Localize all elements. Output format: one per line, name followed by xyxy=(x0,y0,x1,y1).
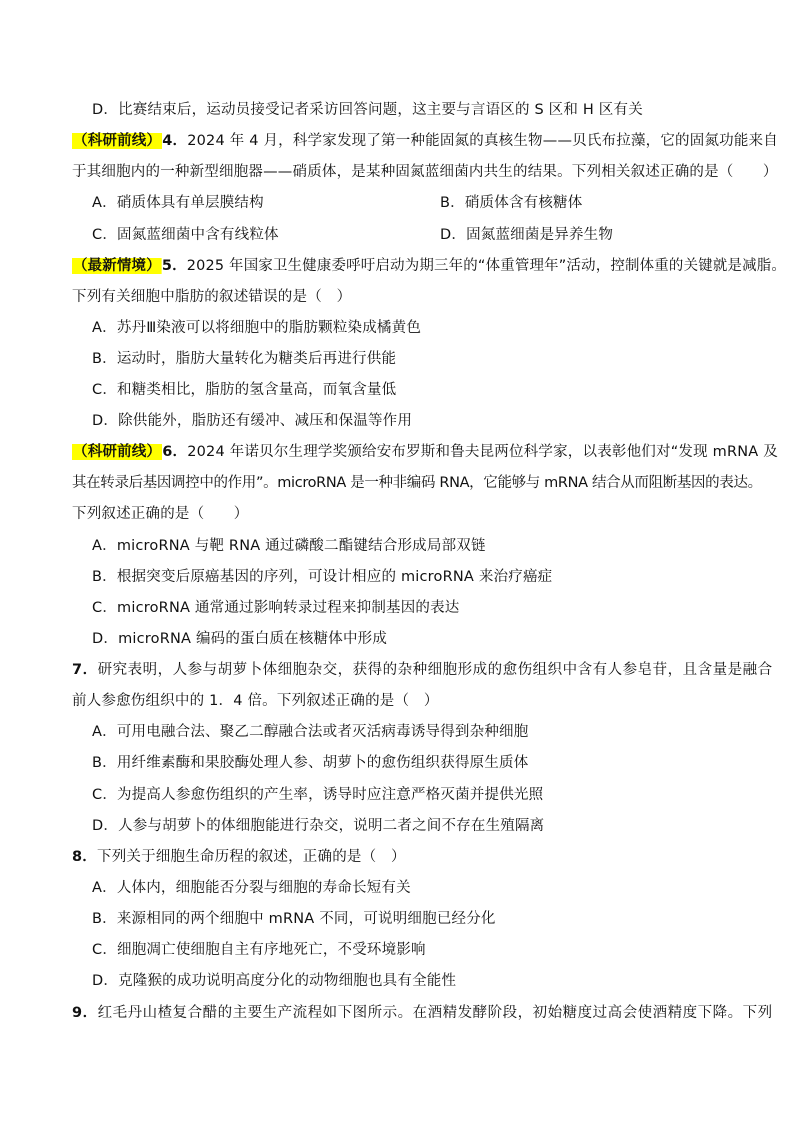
q4-tag: （科研前线） xyxy=(73,133,162,149)
q9-stem-text-1: 红毛丹山楂复合醋的主要生产流程如下图所示。在酒精发酵阶段，初始糖度过高会使酒精度下降。下列 xyxy=(97,1005,773,1021)
q5-stem-text-1: 2025 年国家卫生健康委呼吁启动为期三年的“体重管理年”活动，控制体重的关键就是减脂。 xyxy=(186,258,787,274)
q5-number: 5． xyxy=(161,258,187,274)
q6-number: 6． xyxy=(162,444,188,460)
q5-stem-line-2: 下列有关细胞中脂肪的叙述错误的是（ ） xyxy=(72,289,352,305)
q7-stem-line-1 xyxy=(72,660,773,680)
q6-stem-line-3: 下列叙述正确的是（ ） xyxy=(72,506,249,522)
q8-option-b: B．来源相同的两个细胞中 mRNA 不同，可说明细胞已经分化 xyxy=(92,911,496,927)
q8-option-a: A．人体内，细胞能否分裂与细胞的寿命长短有关 xyxy=(92,880,411,896)
q4-option-a: A．硝质体具有单层膜结构 xyxy=(92,195,264,211)
q5-option-b: B．运动时，脂肪大量转化为糖类后再进行供能 xyxy=(92,351,397,367)
q6-option-b: B．根据突变后原癌基因的序列，可设计相应的 microRNA 来治疗癌症 xyxy=(92,569,553,585)
q4-stem-line-2: 于其细胞内的一种新型细胞器——硝质体，是某种固氮蓝细菌内共生的结果。下列相关叙述正确的是（ ） xyxy=(72,164,778,180)
q7-stem-line-2: 前人参愈伤组织中的 1．4 倍。下列叙述正确的是（ ） xyxy=(72,693,439,709)
q8-stem-line-1 xyxy=(72,847,406,867)
q4-options-row-1 xyxy=(92,193,583,213)
q6-option-c: C．microRNA 通常通过影响转录过程来抑制基因的表达 xyxy=(92,600,460,616)
q4-option-d: D．固氮蓝细菌是异养生物 xyxy=(440,227,614,243)
q6-tag: （科研前线） xyxy=(73,444,162,460)
q4-stem-line-1 xyxy=(72,131,778,151)
q5-option-c: C．和糖类相比，脂肪的氢含量高，而氧含量低 xyxy=(92,382,397,398)
q3-option-d: D．比赛结束后，运动员接受记者采访回答问题，这主要与言语区的 S 区和 H 区有关 xyxy=(92,102,643,118)
q6-stem-line-2: 其在转录后基因调控中的作用”。microRNA 是一种非编码 RNA，它能够与 mRNA 结合从而阻断基因的表达。 xyxy=(72,475,762,491)
q5-stem-line-1 xyxy=(72,256,786,276)
q7-stem-text-1: 研究表明，人参与胡萝卜体细胞杂交，获得的杂种细胞形成的愈伤组织中含有人参皂苷，且含量是融合 xyxy=(97,662,773,678)
q9-stem-line-1 xyxy=(72,1003,773,1023)
q9-number: 9． xyxy=(72,1005,98,1021)
q8-option-c: C．细胞凋亡使细胞自主有序地死亡，不受环境影响 xyxy=(92,942,426,958)
q7-option-b: B．用纤维素酶和果胶酶处理人参、胡萝卜的愈伤组织获得原生质体 xyxy=(92,755,529,771)
q4-stem-text-1: 2024 年 4 月，科学家发现了第一种能固氮的真核生物——贝氏布拉藻，它的固氮功能来自 xyxy=(187,133,778,149)
q5-option-a: A．苏丹Ⅲ染液可以将细胞中的脂肪颗粒染成橘黄色 xyxy=(92,320,422,336)
q5-option-d: D．除供能外，脂肪还有缓冲、减压和保温等作用 xyxy=(92,413,413,429)
q7-option-c: C．为提高人参愈伤组织的产生率，诱导时应注意严格灭菌并提供光照 xyxy=(92,787,544,803)
q4-number: 4． xyxy=(162,133,188,149)
q6-option-d: D．microRNA 编码的蛋白质在核糖体中形成 xyxy=(92,631,388,647)
q6-stem-text-1: 2024 年诺贝尔生理学奖颁给安布罗斯和鲁夫昆两位科学家，以表彰他们对“发现 mRNA 及 xyxy=(187,444,778,460)
q5-tag: （最新情境） xyxy=(72,258,161,274)
q7-option-a: A．可用电融合法、聚乙二醇融合法或者灭活病毒诱导得到杂种细胞 xyxy=(92,724,529,740)
q8-option-d: D．克隆猴的成功说明高度分化的动物细胞也具有全能性 xyxy=(92,973,457,989)
q8-stem-text-1: 下列关于细胞生命历程的叙述，正确的是（ ） xyxy=(97,849,406,865)
q6-stem-line-1 xyxy=(72,442,778,462)
q4-options-row-2 xyxy=(92,225,614,245)
q7-option-d: D．人参与胡萝卜的体细胞能进行杂交，说明二者之间不存在生殖隔离 xyxy=(92,818,545,834)
q4-option-c: C．固氮蓝细菌中含有线粒体 xyxy=(92,227,279,243)
q8-number: 8． xyxy=(72,849,97,865)
q6-option-a: A．microRNA 与靶 RNA 通过磷酸二酯键结合形成局部双链 xyxy=(92,538,486,554)
q7-number: 7． xyxy=(72,662,98,678)
q4-option-b: B．硝质体含有核糖体 xyxy=(440,195,583,211)
